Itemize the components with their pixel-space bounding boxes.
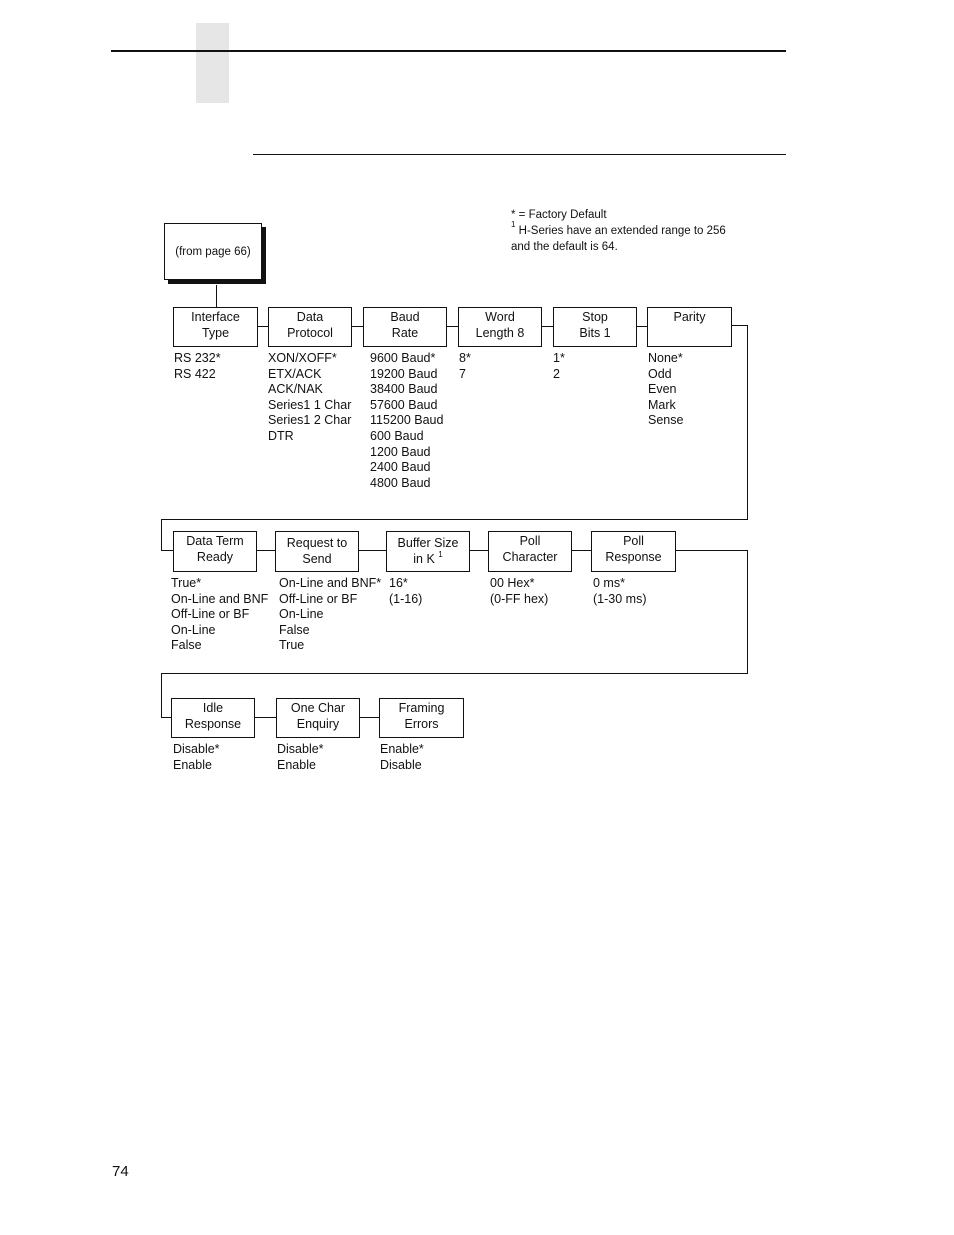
options-request-to-send	[279, 576, 381, 654]
page-number: 74	[112, 1163, 129, 1180]
menu-interface-type	[173, 307, 258, 347]
option-item: 00 Hex*	[490, 576, 535, 590]
option-item: On-Line	[279, 607, 324, 622]
menu-data-term-ready	[173, 531, 257, 572]
menu-data-protocol	[268, 307, 352, 347]
menu-title-line1: One Char	[290, 701, 346, 715]
option-item: 115200 Baud	[370, 413, 444, 428]
menu-title-line1: Baud	[390, 310, 420, 324]
menu-title-line2: Character	[502, 550, 558, 564]
menu-title-line1: Interface	[191, 310, 240, 324]
option-item: ETX/ACK	[268, 366, 322, 381]
option-item: Enable	[173, 757, 212, 772]
option-item: None*	[648, 351, 683, 365]
menu-title-line1: Data	[296, 310, 324, 324]
option-item: 1*	[553, 351, 565, 365]
options-parity	[648, 351, 683, 429]
option-item: On-Line and BNF	[171, 591, 269, 606]
menu-title-line2: Response	[605, 550, 662, 564]
option-item: Enable*	[380, 742, 424, 756]
menu-title-line2: Length 8	[475, 326, 525, 340]
legend	[511, 207, 726, 255]
option-item: False	[279, 622, 310, 637]
options-poll-response	[593, 576, 646, 607]
option-item: 8*	[459, 351, 471, 365]
options-poll-character	[490, 576, 548, 607]
option-item: On-Line and BNF*	[279, 576, 382, 590]
menu-title-line2: Type	[201, 326, 230, 340]
menu-title-line1: Data Term	[186, 534, 244, 548]
menu-title-line2: Errors	[404, 717, 439, 731]
option-item: Enable	[277, 757, 316, 772]
option-item: RS 422	[174, 366, 216, 381]
menu-stop-bits	[553, 307, 637, 347]
menu-request-to-send	[275, 531, 359, 572]
options-baud-rate	[370, 351, 443, 491]
menu-title-line1: Poll	[519, 534, 541, 548]
menu-title-line1: Buffer Size	[397, 536, 459, 550]
option-item: 38400 Baud	[370, 382, 438, 397]
option-item: True*	[171, 576, 202, 590]
options-data-protocol	[268, 351, 351, 445]
options-interface-type	[174, 351, 221, 382]
menu-parity	[647, 307, 732, 347]
menu-title-line2: in K	[413, 552, 435, 566]
menu-title-line1: Framing	[398, 701, 445, 715]
option-item: True	[279, 638, 305, 653]
menu-framing-errors	[379, 698, 464, 738]
option-item: RS 232*	[174, 351, 221, 365]
menu-title-line2: Send	[302, 552, 332, 566]
options-word-length	[459, 351, 471, 382]
menu-title-line2: Bits 1	[579, 326, 611, 340]
option-item: Disable*	[173, 742, 220, 756]
option-item: On-Line	[171, 622, 216, 637]
legend-footnote-line2: and the default is 64.	[511, 241, 618, 253]
menu-title-line2: Rate	[391, 326, 419, 340]
option-item: Off-Line or BF	[279, 591, 358, 606]
options-buffer-size	[389, 576, 422, 607]
option-item: Mark	[648, 397, 676, 412]
footnote-marker: 1	[438, 549, 443, 559]
option-item: (0-FF hex)	[490, 591, 549, 606]
option-item: Disable	[380, 757, 422, 772]
option-item: DTR	[268, 428, 294, 443]
option-item: 4800 Baud	[370, 475, 431, 490]
option-item: 2	[553, 366, 560, 381]
option-item: XON/XOFF*	[268, 351, 337, 365]
menu-title-line1: Word	[485, 310, 515, 324]
option-item: 2400 Baud	[370, 460, 431, 475]
menu-one-char-enquiry	[276, 698, 360, 738]
option-item: Off-Line or BF	[171, 607, 250, 622]
option-item: 1200 Baud	[370, 444, 431, 459]
menu-title-line2: Protocol	[287, 326, 333, 340]
menu-buffer-size	[386, 531, 470, 572]
option-item: Series1 2 Char	[268, 413, 352, 428]
option-item: Series1 1 Char	[268, 397, 352, 412]
options-stop-bits	[553, 351, 565, 382]
menu-word-length	[458, 307, 542, 347]
menu-title-line1: Idle	[202, 701, 224, 715]
menu-title-line2: Response	[184, 717, 242, 731]
menu-baud-rate	[363, 307, 447, 347]
option-item: False	[171, 638, 202, 653]
legend-footnote-mark: 1	[511, 220, 516, 230]
option-item: ACK/NAK	[268, 382, 323, 397]
menu-poll-response	[591, 531, 676, 572]
option-item: Sense	[648, 413, 684, 428]
menu-poll-character	[488, 531, 572, 572]
option-item: 9600 Baud*	[370, 351, 436, 365]
menu-idle-response	[171, 698, 255, 738]
option-item: Disable*	[277, 742, 324, 756]
option-item: 0 ms*	[593, 576, 625, 590]
option-item: (1-30 ms)	[593, 591, 647, 606]
option-item: Even	[648, 382, 677, 397]
option-item: (1-16)	[389, 591, 423, 606]
option-item: 7	[459, 366, 466, 381]
option-item: 19200 Baud	[370, 366, 438, 381]
option-item: 57600 Baud	[370, 397, 438, 412]
options-idle-response	[173, 742, 220, 773]
menu-title-line1: Stop	[582, 310, 608, 324]
option-item: 16*	[389, 576, 408, 590]
menu-title-line2: Ready	[196, 550, 234, 564]
options-one-char-enquiry	[277, 742, 324, 773]
menu-title-line1: Poll	[623, 534, 644, 548]
menu-title-line2: Enquiry	[296, 717, 340, 731]
menu-title-line1: Request to	[286, 536, 348, 550]
option-item: Odd	[648, 366, 672, 381]
option-item: 600 Baud	[370, 428, 424, 443]
from-page-box: (from page 66)	[164, 223, 262, 280]
legend-footnote-line1: H-Series have an extended range to 256	[518, 225, 726, 237]
menu-title-line1: Parity	[673, 310, 706, 324]
options-data-term-ready	[171, 576, 268, 654]
options-framing-errors	[380, 742, 424, 773]
legend-factory-default: * = Factory Default	[511, 209, 607, 221]
